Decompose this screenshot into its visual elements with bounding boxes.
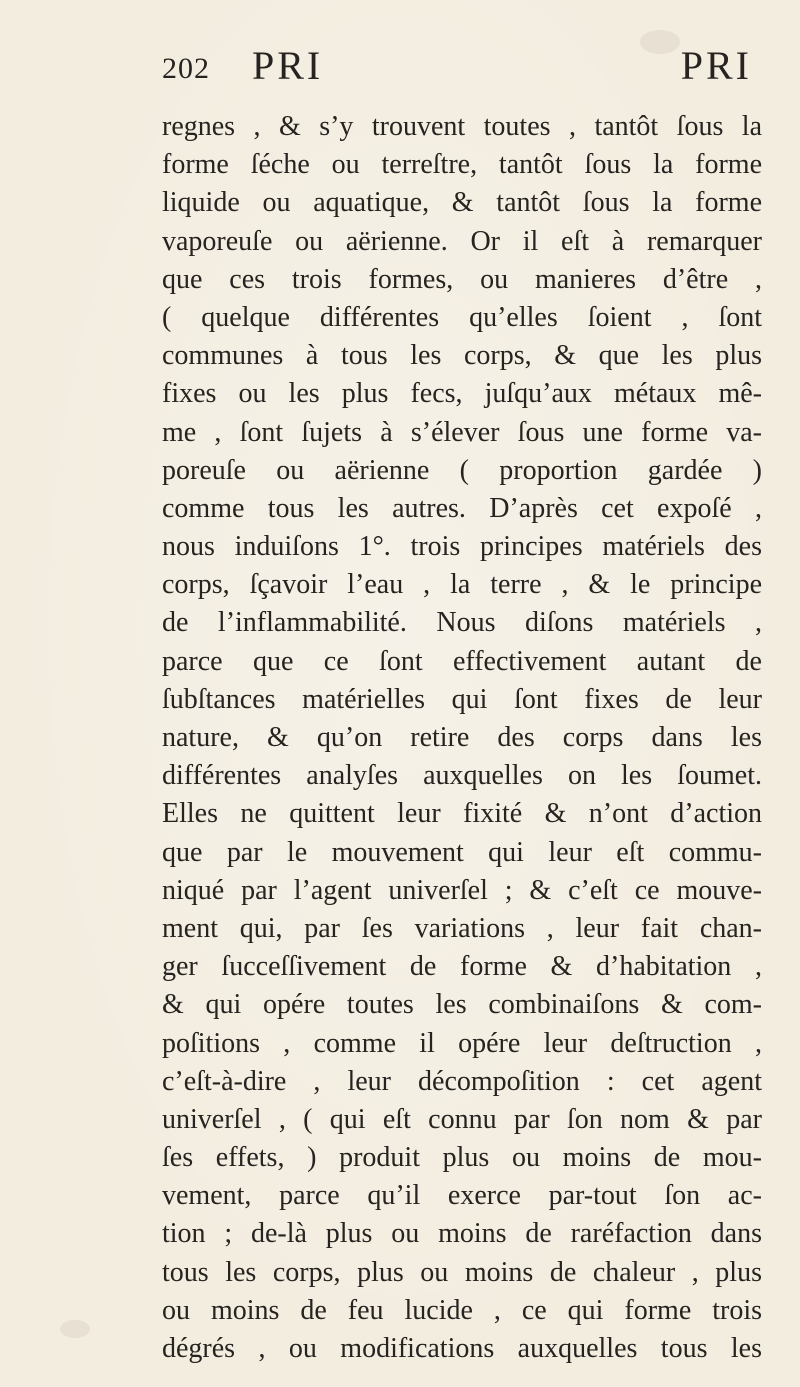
text-line: ſubſtances matérielles qui ſont fixes de leur bbox=[162, 683, 762, 715]
text-line: me , ſont ſujets à s’élever ſous une forme va- bbox=[162, 416, 762, 448]
paper-stain bbox=[60, 1320, 90, 1338]
text-line: poſitions , comme il opére leur deſtruction , bbox=[162, 1027, 762, 1059]
text-line: que ces trois formes, ou manieres d’être , bbox=[162, 263, 762, 295]
text-line: de l’inflammabilité. Nous diſons matériels , bbox=[162, 607, 762, 639]
text-line: Elles ne quittent leur fixité & n’ont d’action bbox=[162, 798, 762, 830]
text-line: différentes analyſes auxquelles on les ſoumet. bbox=[162, 760, 762, 792]
text-line: liquide ou aquatique, & tantôt ſous la forme bbox=[162, 187, 762, 219]
text-line: univerſel , ( qui eſt connu par ſon nom & par bbox=[162, 1103, 762, 1135]
text-line: ger ſucceſſivement de forme & d’habitation , bbox=[162, 951, 762, 983]
text-line: vement, parce qu’il exerce par-tout ſon ac- bbox=[162, 1180, 762, 1212]
text-line: tion ; de-là plus ou moins de raréfaction dans bbox=[162, 1218, 762, 1250]
header-left-title: PRI bbox=[252, 43, 324, 88]
page-number: 202 bbox=[162, 52, 210, 85]
header-right-title: PRI bbox=[680, 43, 752, 88]
text-line: communes à tous les corps, & que les plus bbox=[162, 340, 762, 372]
text-line: vaporeuſe ou aërienne. Or il eſt à remarquer bbox=[162, 225, 762, 257]
text-line: ( quelque différentes qu’elles ſoient , ſont bbox=[162, 301, 762, 333]
text-line: fixes ou les plus fecs, juſqu’aux métaux mê- bbox=[162, 378, 762, 410]
text-line: ment qui, par ſes variations , leur fait chan- bbox=[162, 912, 762, 944]
text-line: corps, ſçavoir l’eau , la terre , & le principe bbox=[162, 569, 762, 601]
text-line: regnes , & s’y trouvent toutes , tantôt ſous la bbox=[162, 111, 762, 142]
text-line: que par le mouvement qui leur eſt commu- bbox=[162, 836, 762, 868]
text-line: comme tous les autres. D’après cet expoſé , bbox=[162, 492, 762, 524]
text-line: tous les corps, plus ou moins de chaleur , plus bbox=[162, 1256, 762, 1288]
text-line: ſes effets, ) produit plus ou moins de mou- bbox=[162, 1142, 762, 1174]
text-line: c’eſt-à-dire , leur décompoſition : cet agent bbox=[162, 1065, 762, 1097]
text-line: nous induiſons 1°. trois principes matériels des bbox=[162, 531, 762, 563]
body-text bbox=[162, 108, 762, 1368]
text-line: dégrés , ou modifications auxquelles tous les bbox=[162, 1333, 762, 1364]
text-line: forme ſéche ou terreſtre, tantôt ſous la forme bbox=[162, 149, 762, 181]
text-line: niqué par l’agent univerſel ; & c’eſt ce mouve- bbox=[162, 874, 762, 906]
text-line: parce que ce ſont effectivement autant de bbox=[162, 645, 762, 677]
text-line: ou moins de feu lucide , ce qui forme trois bbox=[162, 1294, 762, 1326]
text-line: nature, & qu’on retire des corps dans les bbox=[162, 722, 762, 753]
text-line: poreuſe ou aërienne ( proportion gardée ) bbox=[162, 454, 762, 486]
running-header bbox=[162, 42, 752, 102]
text-line: & qui opére toutes les combinaiſons & com- bbox=[162, 989, 762, 1021]
